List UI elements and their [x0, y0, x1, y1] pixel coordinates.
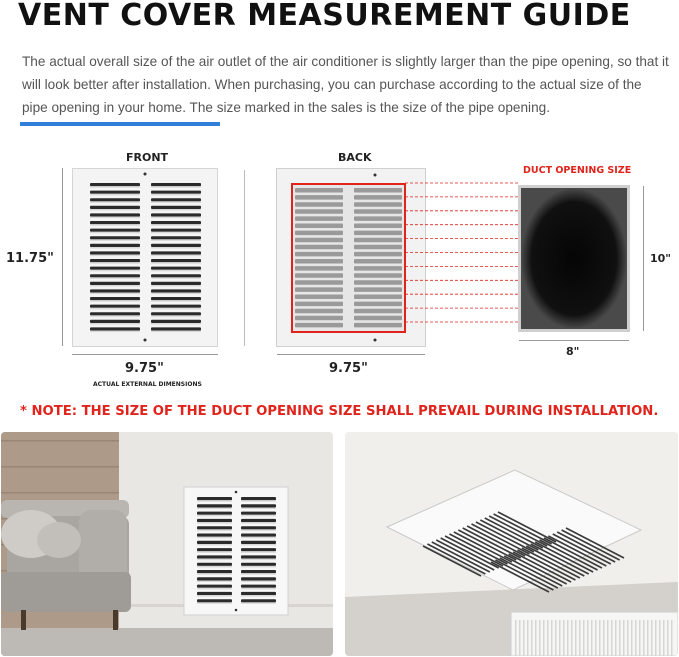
- louver: [90, 297, 140, 300]
- sofa-leg: [113, 610, 118, 630]
- pillow: [37, 522, 81, 558]
- front-label: FRONT: [126, 151, 169, 164]
- louver: [151, 289, 201, 292]
- louver: [295, 195, 343, 200]
- louver: [295, 231, 343, 236]
- louver: [90, 191, 140, 194]
- screw-hole: [144, 173, 147, 176]
- louver: [354, 273, 402, 278]
- louver: [151, 267, 201, 270]
- louver: [90, 259, 140, 262]
- louver: [295, 273, 343, 278]
- louver: [241, 504, 276, 507]
- louver: [90, 282, 140, 285]
- back-vent-svg: [276, 168, 426, 347]
- louver: [90, 267, 140, 270]
- louver: [151, 183, 201, 186]
- accent-bar: [20, 122, 220, 126]
- front-width-label: 9.75": [125, 361, 164, 376]
- louver: [295, 202, 343, 207]
- louver: [90, 312, 140, 315]
- louver: [151, 213, 201, 216]
- louver: [241, 599, 276, 602]
- back-vent-illustration: [276, 168, 426, 347]
- louver: [354, 202, 402, 207]
- ceiling-photo: [345, 432, 678, 656]
- louver: [197, 548, 232, 551]
- louver: [90, 229, 140, 232]
- louver: [354, 266, 402, 271]
- louver: [241, 570, 276, 573]
- louver: [241, 585, 276, 588]
- louver: [354, 309, 402, 314]
- louver: [90, 289, 140, 292]
- sofa-seat: [1, 572, 131, 612]
- louver: [151, 312, 201, 315]
- louver: [241, 577, 276, 580]
- louver: [241, 497, 276, 500]
- front-vent-illustration: [72, 168, 218, 347]
- louver: [241, 541, 276, 544]
- louver: [197, 555, 232, 558]
- louver: [151, 282, 201, 285]
- louver: [90, 213, 140, 216]
- louver: [197, 592, 232, 595]
- louver: [295, 245, 343, 250]
- louver: [197, 519, 232, 522]
- louver: [197, 534, 232, 537]
- louver: [354, 295, 402, 300]
- louver: [295, 224, 343, 229]
- floor: [1, 628, 333, 656]
- screw-hole: [374, 339, 377, 342]
- back-width-line: [277, 354, 425, 355]
- louver: [197, 563, 232, 566]
- back-label: BACK: [338, 151, 372, 164]
- louver: [90, 236, 140, 239]
- louver: [295, 323, 343, 328]
- louver: [90, 251, 140, 254]
- dashed-guides-svg: [405, 180, 520, 330]
- louver: [90, 327, 140, 330]
- louver: [151, 198, 201, 201]
- louver: [241, 519, 276, 522]
- duct-width-label: 8": [566, 345, 580, 358]
- living-room-photo: [1, 432, 333, 656]
- front-width-line: [72, 354, 218, 355]
- duct-width-line: [519, 340, 629, 341]
- screw-hole: [374, 174, 377, 177]
- louver: [197, 585, 232, 588]
- duct-height-line: [643, 186, 644, 331]
- sofa-leg: [21, 610, 26, 630]
- louver: [354, 302, 402, 307]
- louver: [197, 512, 232, 515]
- duct-opening-illustration: [518, 185, 630, 332]
- louver: [354, 316, 402, 321]
- louver: [197, 504, 232, 507]
- louver: [295, 259, 343, 264]
- louver: [241, 534, 276, 537]
- louver: [197, 497, 232, 500]
- front-vent-svg: [72, 168, 218, 347]
- louver: [241, 592, 276, 595]
- louver: [151, 297, 201, 300]
- louver: [354, 280, 402, 285]
- louver: [151, 320, 201, 323]
- louver: [354, 231, 402, 236]
- louver: [151, 259, 201, 262]
- louver: [197, 599, 232, 602]
- alignment-guides: [405, 180, 520, 330]
- louver: [151, 229, 201, 232]
- louver: [354, 238, 402, 243]
- louver: [197, 577, 232, 580]
- louver: [354, 259, 402, 264]
- louver: [151, 244, 201, 247]
- louver: [151, 327, 201, 330]
- front-height-line: [62, 168, 63, 346]
- louver: [295, 280, 343, 285]
- louver: [197, 570, 232, 573]
- louver: [151, 191, 201, 194]
- duct-cavity: [521, 188, 627, 329]
- louver: [90, 183, 140, 186]
- louver: [241, 563, 276, 566]
- louver: [151, 221, 201, 224]
- louver: [295, 316, 343, 321]
- louver: [241, 526, 276, 529]
- page-title: VENT COVER MEASUREMENT GUIDE: [18, 0, 631, 33]
- louver: [90, 244, 140, 247]
- louver: [295, 188, 343, 193]
- louver: [90, 320, 140, 323]
- louver: [295, 209, 343, 214]
- louver: [354, 252, 402, 257]
- screw-hole: [144, 339, 147, 342]
- louver: [295, 287, 343, 292]
- description-text: The actual overall size of the air outlet of the air conditioner is slightly larger than the pipe opening, so that it will look better after installation. When purchasing, you can purchase according to the actual size of the pipe opening in your home. The size marked in the sales is the size of the pipe opening.: [22, 54, 669, 115]
- louver: [295, 295, 343, 300]
- louver: [354, 224, 402, 229]
- louver: [151, 305, 201, 308]
- louver: [151, 206, 201, 209]
- louver: [354, 195, 402, 200]
- back-width-label: 9.75": [329, 361, 368, 376]
- louver: [197, 526, 232, 529]
- louver: [354, 323, 402, 328]
- louver: [90, 274, 140, 277]
- louver: [197, 541, 232, 544]
- louver: [295, 309, 343, 314]
- louver: [241, 512, 276, 515]
- louver: [151, 251, 201, 254]
- louver: [90, 305, 140, 308]
- louver: [90, 206, 140, 209]
- louver: [354, 216, 402, 221]
- duct-height-label: 10": [650, 252, 672, 265]
- louver: [90, 221, 140, 224]
- front-right-guide: [244, 170, 245, 346]
- louver: [90, 198, 140, 201]
- duct-label: DUCT OPENING SIZE: [523, 165, 632, 176]
- installation-note: * NOTE: THE SIZE OF THE DUCT OPENING SIZE SHALL PREVAIL DURING INSTALLATION.: [20, 404, 659, 419]
- louver: [295, 252, 343, 257]
- louver: [295, 302, 343, 307]
- louver: [354, 245, 402, 250]
- louver: [295, 266, 343, 271]
- louver: [354, 188, 402, 193]
- louver: [295, 238, 343, 243]
- ceiling-photo-svg: [345, 432, 678, 656]
- louver: [295, 216, 343, 221]
- front-height-label: 11.75": [6, 251, 54, 266]
- louver: [354, 287, 402, 292]
- duct-opening-svg: [518, 185, 630, 332]
- louver: [354, 209, 402, 214]
- louver: [241, 555, 276, 558]
- louver: [151, 274, 201, 277]
- front-caption: ACTUAL EXTERNAL DIMENSIONS: [93, 381, 202, 388]
- louver: [241, 548, 276, 551]
- living-room-photo-svg: [1, 432, 333, 656]
- louver: [151, 236, 201, 239]
